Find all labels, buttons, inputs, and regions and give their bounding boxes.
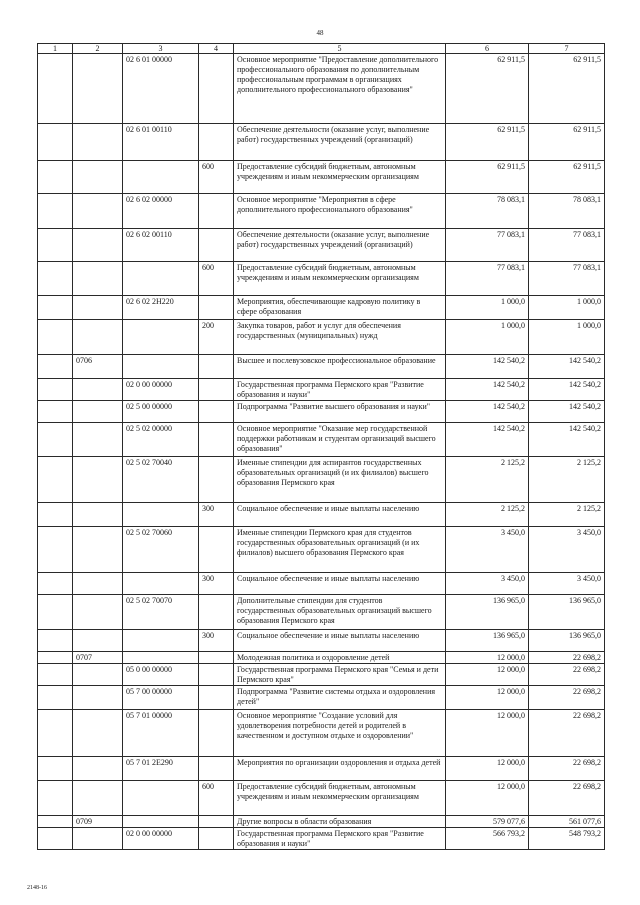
section-cell xyxy=(38,757,73,781)
description-cell: Мероприятия, обеспечивающие кадровую политику в сфере образования xyxy=(234,296,446,320)
amount-2018-cell: 22 698,2 xyxy=(529,664,605,686)
expense-type-cell: 600 xyxy=(199,781,234,816)
section-cell xyxy=(38,828,73,850)
table-row xyxy=(38,457,605,503)
amount-2017-cell: 142 540,2 xyxy=(446,423,529,457)
section-cell xyxy=(38,379,73,401)
target-article-cell: 02 0 00 00000 xyxy=(123,379,199,401)
subsection-cell xyxy=(73,710,123,757)
expense-type-cell xyxy=(199,816,234,828)
header-col-1: 1 xyxy=(38,44,73,54)
expense-type-cell xyxy=(199,686,234,710)
expense-type-cell: 300 xyxy=(199,630,234,652)
description-cell: Основное мероприятие "Оказание мер государственной поддержки работникам и студентам организаций высшего образования" xyxy=(234,423,446,457)
table-row xyxy=(38,664,605,686)
description-cell: Предоставление субсидий бюджетным, автономным учреждениям и иным некоммерческим организациям xyxy=(234,262,446,296)
amount-2018-cell: 22 698,2 xyxy=(529,781,605,816)
amount-2017-cell: 2 125,2 xyxy=(446,457,529,503)
section-cell xyxy=(38,816,73,828)
amount-2018-cell: 22 698,2 xyxy=(529,757,605,781)
section-cell xyxy=(38,503,73,527)
subsection-cell xyxy=(73,401,123,423)
expense-type-cell xyxy=(199,457,234,503)
section-cell xyxy=(38,781,73,816)
subsection-cell xyxy=(73,686,123,710)
target-article-cell: 02 5 02 70040 xyxy=(123,457,199,503)
expense-type-cell xyxy=(199,401,234,423)
target-article-cell: 05 7 01 2Е290 xyxy=(123,757,199,781)
target-article-cell: 02 5 02 00000 xyxy=(123,423,199,457)
footer-code: 2148-16 xyxy=(27,885,47,891)
subsection-cell xyxy=(73,262,123,296)
expense-type-cell xyxy=(199,757,234,781)
amount-2017-cell: 12 000,0 xyxy=(446,652,529,664)
subsection-cell xyxy=(73,423,123,457)
section-cell xyxy=(38,54,73,124)
expense-type-cell xyxy=(199,664,234,686)
amount-2017-cell: 77 083,1 xyxy=(446,229,529,262)
description-cell: Основное мероприятие "Предоставление дополнительного профессионального образования по дополнительным профессиональным программам в организациях дополнительного профессионального образования" xyxy=(234,54,446,124)
target-article-cell: 05 0 00 00000 xyxy=(123,664,199,686)
header-col-6: 6 xyxy=(446,44,529,54)
amount-2018-cell: 62 911,5 xyxy=(529,161,605,194)
section-cell xyxy=(38,161,73,194)
section-cell xyxy=(38,630,73,652)
amount-2018-cell: 62 911,5 xyxy=(529,54,605,124)
table-row xyxy=(38,527,605,573)
expense-type-cell xyxy=(199,355,234,379)
description-cell: Именные стипендии Пермского края для студентов государственных образовательных организаций (и их филиалов) высшего образования Пермского края xyxy=(234,527,446,573)
amount-2017-cell: 2 125,2 xyxy=(446,503,529,527)
target-article-cell xyxy=(123,816,199,828)
description-cell: Основное мероприятие "Создание условий для удовлетворения потребности детей и родителей в качественном и доступном отдыхе и оздоровлении" xyxy=(234,710,446,757)
table-row xyxy=(38,781,605,816)
amount-2018-cell: 3 450,0 xyxy=(529,527,605,573)
amount-2018-cell: 62 911,5 xyxy=(529,124,605,161)
section-cell xyxy=(38,194,73,229)
subsection-cell xyxy=(73,781,123,816)
section-cell xyxy=(38,262,73,296)
section-cell xyxy=(38,423,73,457)
subsection-cell xyxy=(73,630,123,652)
description-cell: Закупка товаров, работ и услуг для обеспечения государственных (муниципальных) нужд xyxy=(234,320,446,355)
expense-type-cell xyxy=(199,423,234,457)
amount-2017-cell: 3 450,0 xyxy=(446,573,529,595)
table-row xyxy=(38,401,605,423)
table-body xyxy=(38,54,605,850)
table-row xyxy=(38,423,605,457)
amount-2017-cell: 579 077,6 xyxy=(446,816,529,828)
header-col-4: 4 xyxy=(199,44,234,54)
amount-2017-cell: 142 540,2 xyxy=(446,379,529,401)
expense-type-cell: 600 xyxy=(199,262,234,296)
table-header-row xyxy=(38,44,605,54)
description-cell: Предоставление субсидий бюджетным, автономным учреждениям и иным некоммерческим организациям xyxy=(234,781,446,816)
description-cell: Обеспечение деятельности (оказание услуг, выполнение работ) государственных учреждений (организаций) xyxy=(234,229,446,262)
amount-2017-cell: 142 540,2 xyxy=(446,401,529,423)
description-cell: Другие вопросы в области образования xyxy=(234,816,446,828)
table-row xyxy=(38,54,605,124)
target-article-cell xyxy=(123,652,199,664)
expense-type-cell xyxy=(199,710,234,757)
description-cell: Социальное обеспечение и иные выплаты населению xyxy=(234,573,446,595)
table-row xyxy=(38,194,605,229)
target-article-cell: 02 6 02 00000 xyxy=(123,194,199,229)
subsection-cell xyxy=(73,124,123,161)
amount-2018-cell: 2 125,2 xyxy=(529,503,605,527)
expense-type-cell xyxy=(199,379,234,401)
amount-2017-cell: 12 000,0 xyxy=(446,781,529,816)
expense-type-cell xyxy=(199,54,234,124)
amount-2017-cell: 77 083,1 xyxy=(446,262,529,296)
target-article-cell: 02 6 02 2Н220 xyxy=(123,296,199,320)
description-cell: Государственная программа Пермского края "Семья и дети Пермского края" xyxy=(234,664,446,686)
description-cell: Государственная программа Пермского края "Развитие образования и науки" xyxy=(234,828,446,850)
amount-2017-cell: 62 911,5 xyxy=(446,124,529,161)
amount-2017-cell: 12 000,0 xyxy=(446,686,529,710)
amount-2018-cell: 142 540,2 xyxy=(529,401,605,423)
amount-2017-cell: 136 965,0 xyxy=(446,630,529,652)
target-article-cell: 02 6 01 00110 xyxy=(123,124,199,161)
target-article-cell: 05 7 00 00000 xyxy=(123,686,199,710)
amount-2018-cell: 136 965,0 xyxy=(529,595,605,630)
table-row xyxy=(38,630,605,652)
header-col-7: 7 xyxy=(529,44,605,54)
expense-type-cell: 200 xyxy=(199,320,234,355)
page-number: 48 xyxy=(316,29,324,37)
amount-2018-cell: 142 540,2 xyxy=(529,379,605,401)
section-cell xyxy=(38,595,73,630)
expense-type-cell: 300 xyxy=(199,573,234,595)
section-cell xyxy=(38,527,73,573)
amount-2018-cell: 1 000,0 xyxy=(529,320,605,355)
target-article-cell: 02 6 02 00110 xyxy=(123,229,199,262)
header-col-2: 2 xyxy=(73,44,123,54)
amount-2017-cell: 142 540,2 xyxy=(446,355,529,379)
table-row xyxy=(38,503,605,527)
section-cell xyxy=(38,320,73,355)
table-row xyxy=(38,757,605,781)
section-cell xyxy=(38,652,73,664)
expense-type-cell: 300 xyxy=(199,503,234,527)
expense-type-cell xyxy=(199,652,234,664)
amount-2018-cell: 548 793,2 xyxy=(529,828,605,850)
section-cell xyxy=(38,296,73,320)
target-article-cell: 05 7 01 00000 xyxy=(123,710,199,757)
amount-2017-cell: 12 000,0 xyxy=(446,757,529,781)
subsection-cell: 0709 xyxy=(73,816,123,828)
description-cell: Подпрограмма "Развитие системы отдыха и оздоровления детей" xyxy=(234,686,446,710)
expense-type-cell xyxy=(199,194,234,229)
subsection-cell: 0707 xyxy=(73,652,123,664)
section-cell xyxy=(38,710,73,757)
amount-2018-cell: 77 083,1 xyxy=(529,262,605,296)
table-row xyxy=(38,296,605,320)
amount-2017-cell: 12 000,0 xyxy=(446,710,529,757)
target-article-cell xyxy=(123,262,199,296)
table-row xyxy=(38,686,605,710)
amount-2018-cell: 22 698,2 xyxy=(529,652,605,664)
section-cell xyxy=(38,355,73,379)
description-cell: Дополнительные стипендии для студентов государственных образовательных организаций высшего образования Пермского края xyxy=(234,595,446,630)
amount-2018-cell: 142 540,2 xyxy=(529,423,605,457)
target-article-cell xyxy=(123,320,199,355)
expense-type-cell xyxy=(199,595,234,630)
subsection-cell xyxy=(73,379,123,401)
target-article-cell xyxy=(123,573,199,595)
table-row xyxy=(38,379,605,401)
table-row xyxy=(38,320,605,355)
description-cell: Подпрограмма "Развитие высшего образования и науки" xyxy=(234,401,446,423)
amount-2017-cell: 3 450,0 xyxy=(446,527,529,573)
target-article-cell: 02 5 02 70070 xyxy=(123,595,199,630)
expense-type-cell xyxy=(199,296,234,320)
amount-2017-cell: 1 000,0 xyxy=(446,296,529,320)
section-cell xyxy=(38,573,73,595)
amount-2018-cell: 22 698,2 xyxy=(529,710,605,757)
table-row xyxy=(38,161,605,194)
header-col-5: 5 xyxy=(234,44,446,54)
amount-2018-cell: 78 083,1 xyxy=(529,194,605,229)
amount-2017-cell: 78 083,1 xyxy=(446,194,529,229)
amount-2018-cell: 561 077,6 xyxy=(529,816,605,828)
target-article-cell xyxy=(123,161,199,194)
table-row xyxy=(38,262,605,296)
amount-2017-cell: 1 000,0 xyxy=(446,320,529,355)
description-cell: Социальное обеспечение и иные выплаты населению xyxy=(234,503,446,527)
description-cell: Основное мероприятие "Мероприятия в сфере дополнительного профессионального образования" xyxy=(234,194,446,229)
subsection-cell xyxy=(73,573,123,595)
amount-2018-cell: 2 125,2 xyxy=(529,457,605,503)
table-row xyxy=(38,124,605,161)
amount-2018-cell: 77 083,1 xyxy=(529,229,605,262)
amount-2017-cell: 62 911,5 xyxy=(446,161,529,194)
table-row xyxy=(38,595,605,630)
target-article-cell xyxy=(123,630,199,652)
amount-2017-cell: 62 911,5 xyxy=(446,54,529,124)
amount-2018-cell: 142 540,2 xyxy=(529,355,605,379)
table-row xyxy=(38,652,605,664)
expense-type-cell xyxy=(199,828,234,850)
expense-type-cell xyxy=(199,527,234,573)
amount-2018-cell: 1 000,0 xyxy=(529,296,605,320)
description-cell: Именные стипендии для аспирантов государственных образовательных организаций (и их филиалов) высшего образования Пермского края xyxy=(234,457,446,503)
description-cell: Государственная программа Пермского края "Развитие образования и науки" xyxy=(234,379,446,401)
subsection-cell xyxy=(73,320,123,355)
section-cell xyxy=(38,664,73,686)
expense-type-cell xyxy=(199,124,234,161)
header-col-3: 3 xyxy=(123,44,199,54)
amount-2018-cell: 22 698,2 xyxy=(529,686,605,710)
target-article-cell: 02 0 00 00000 xyxy=(123,828,199,850)
subsection-cell xyxy=(73,161,123,194)
target-article-cell: 02 5 02 70060 xyxy=(123,527,199,573)
budget-table xyxy=(37,43,605,850)
subsection-cell xyxy=(73,54,123,124)
target-article-cell xyxy=(123,355,199,379)
table-row xyxy=(38,828,605,850)
section-cell xyxy=(38,401,73,423)
description-cell: Социальное обеспечение и иные выплаты населению xyxy=(234,630,446,652)
amount-2018-cell: 3 450,0 xyxy=(529,573,605,595)
amount-2018-cell: 136 965,0 xyxy=(529,630,605,652)
subsection-cell xyxy=(73,527,123,573)
description-cell: Высшее и послевузовское профессиональное образование xyxy=(234,355,446,379)
subsection-cell xyxy=(73,664,123,686)
description-cell: Обеспечение деятельности (оказание услуг, выполнение работ) государственных учреждений (организаций) xyxy=(234,124,446,161)
subsection-cell xyxy=(73,194,123,229)
subsection-cell: 0706 xyxy=(73,355,123,379)
description-cell: Предоставление субсидий бюджетным, автономным учреждениям и иным некоммерческим организациям xyxy=(234,161,446,194)
section-cell xyxy=(38,457,73,503)
section-cell xyxy=(38,686,73,710)
subsection-cell xyxy=(73,757,123,781)
subsection-cell xyxy=(73,229,123,262)
amount-2017-cell: 136 965,0 xyxy=(446,595,529,630)
amount-2017-cell: 566 793,2 xyxy=(446,828,529,850)
target-article-cell: 02 6 01 00000 xyxy=(123,54,199,124)
amount-2017-cell: 12 000,0 xyxy=(446,664,529,686)
target-article-cell xyxy=(123,503,199,527)
section-cell xyxy=(38,229,73,262)
expense-type-cell xyxy=(199,229,234,262)
table-row xyxy=(38,816,605,828)
table-row xyxy=(38,710,605,757)
section-cell xyxy=(38,124,73,161)
expense-type-cell: 600 xyxy=(199,161,234,194)
table-row xyxy=(38,573,605,595)
description-cell: Мероприятия по организации оздоровления и отдыха детей xyxy=(234,757,446,781)
target-article-cell: 02 5 00 00000 xyxy=(123,401,199,423)
subsection-cell xyxy=(73,296,123,320)
subsection-cell xyxy=(73,595,123,630)
target-article-cell xyxy=(123,781,199,816)
subsection-cell xyxy=(73,503,123,527)
table-row xyxy=(38,355,605,379)
subsection-cell xyxy=(73,457,123,503)
table-row xyxy=(38,229,605,262)
description-cell: Молодежная политика и оздоровление детей xyxy=(234,652,446,664)
subsection-cell xyxy=(73,828,123,850)
